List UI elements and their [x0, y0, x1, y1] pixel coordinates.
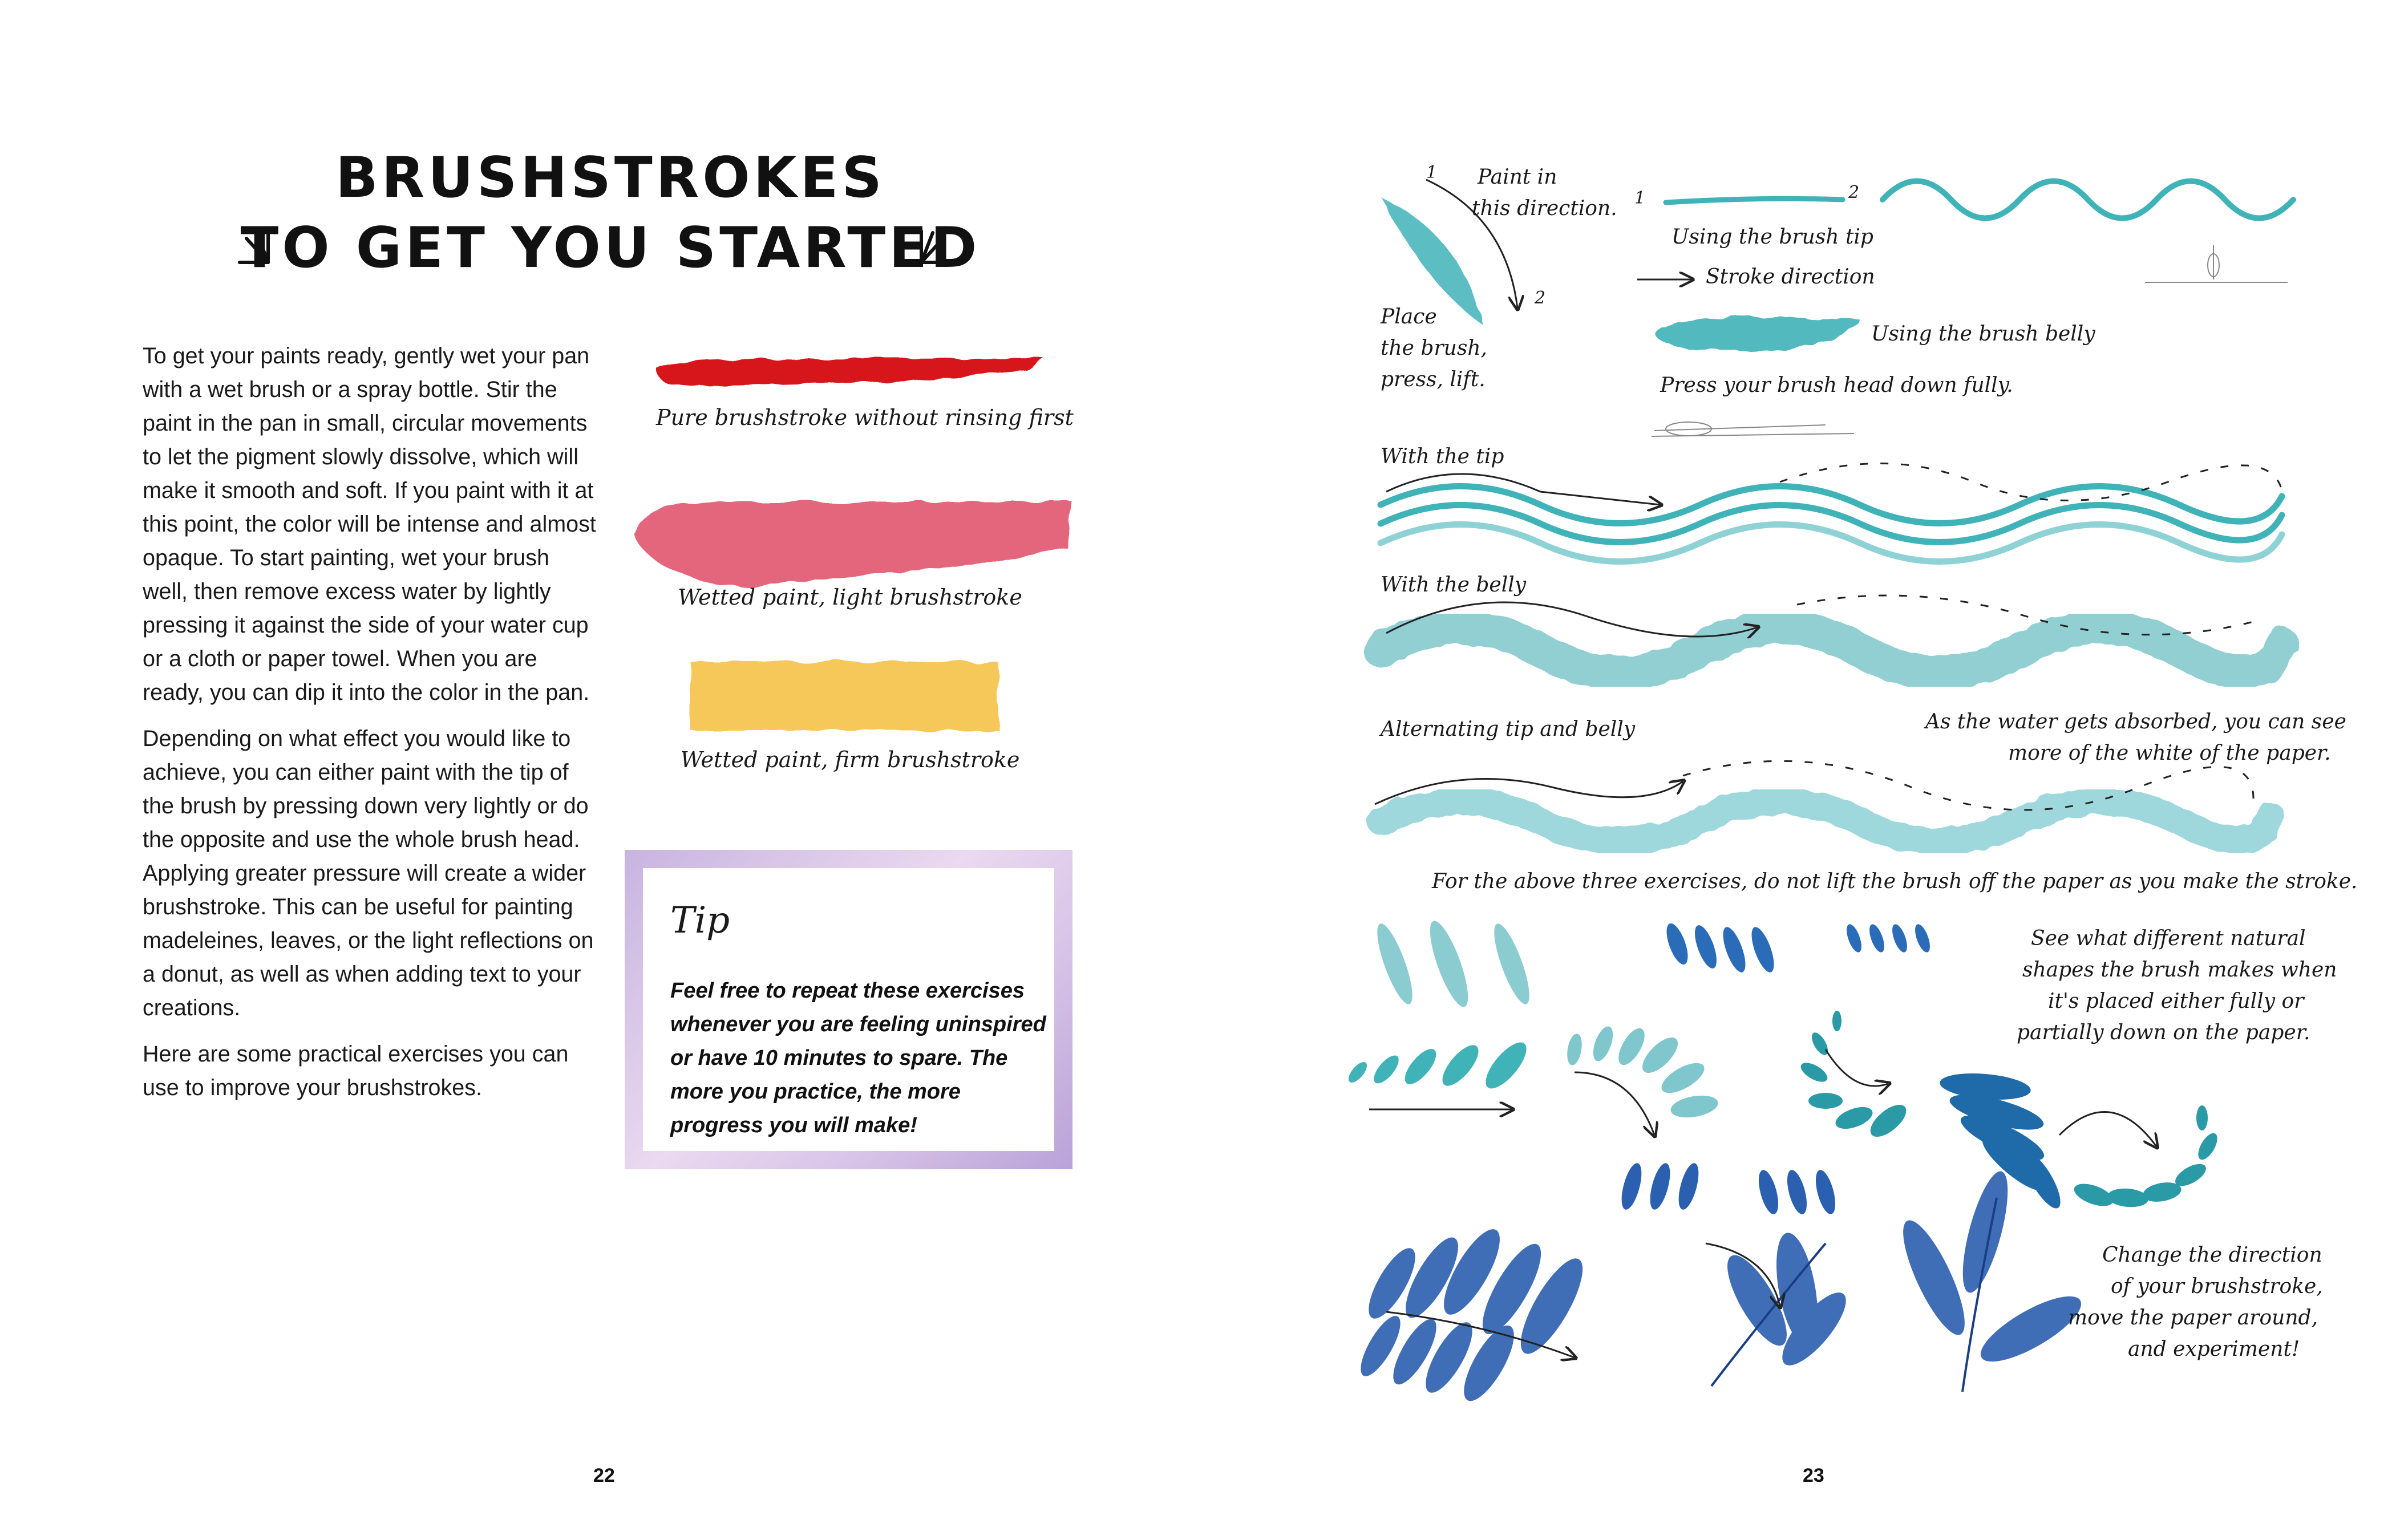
swatch-caption-3: Wetted paint, firm brushstroke: [680, 747, 1020, 772]
alternating-wave: [1381, 801, 2270, 841]
label-shapes-4: partially down on the paper.: [2017, 1021, 2310, 1044]
teal-gradient-leaves: [1345, 1036, 1533, 1095]
blue-small-leaves-1: [1618, 1161, 1703, 1211]
label-shapes-3: it's placed either fully or: [2048, 990, 2304, 1013]
tip-waves: [1381, 487, 2282, 562]
brush-tip-line: [1666, 198, 1843, 202]
label-change-direction-4: and experiment!: [2128, 1338, 2300, 1361]
label-stroke-direction: Stroke direction: [1706, 265, 1875, 289]
blue-tiny-leaves: [1844, 922, 1933, 954]
label-paint-direction-1: Paint in: [1478, 165, 1557, 189]
label-alternating: Alternating tip and belly: [1381, 718, 1636, 741]
leaves-arrow-3: [1826, 1049, 1888, 1086]
label-place-brush-2: the brush,: [1381, 337, 1487, 360]
blue-small-leaves-2: [1755, 1168, 1839, 1217]
brush-tip-wave: [1883, 181, 2293, 218]
teal-leaves-row: [1370, 917, 1536, 1011]
label-change-direction-3: move the paper around,: [2068, 1306, 2318, 1330]
label-three-exercises: For the above three exercises, do not lift the brush off the paper as you make the stroke.: [1432, 870, 2358, 893]
brush-sketch-tip-icon: [2145, 245, 2288, 282]
label-absorbed-1: As the water gets absorbed, you can see: [1925, 710, 2346, 733]
label-paint-direction-2: this direction.: [1472, 197, 1617, 220]
label-place-brush-1: Place: [1381, 305, 1437, 329]
label-shapes-2: shapes the brush makes when: [2022, 958, 2337, 982]
brush-belly-stroke: [1654, 317, 1860, 351]
page-title-line-2: TO GET YOU STARTED: [240, 216, 981, 281]
swatch-caption-2: Wetted paint, light brushstroke: [678, 585, 1022, 610]
tip-wave-dashes: [1780, 464, 2282, 501]
blue-ring-leaves: [2071, 1105, 2221, 1210]
label-step-2b: 2: [1848, 183, 1860, 202]
label-brush-belly: Using the brush belly: [1871, 322, 2095, 346]
label-press-down: Press your brush head down fully.: [1660, 374, 2013, 397]
paragraph-3: Here are some practical exercises you can use to improve your brushstrokes.: [143, 1041, 569, 1100]
brush-sketch-belly-icon: [1652, 422, 1854, 436]
swatch-caption-1: Pure brushstroke without rinsing first: [656, 405, 1074, 430]
label-step-1a: 1: [1426, 163, 1438, 183]
label-change-direction-2: of your brushstroke,: [2111, 1275, 2323, 1298]
page-title-line-1: BRUSHSTROKES: [335, 145, 885, 210]
label-with-belly: With the belly: [1381, 573, 1527, 597]
label-absorbed-2: more of the white of the paper.: [2008, 741, 2331, 765]
label-with-tip: With the tip: [1381, 445, 1504, 468]
label-change-direction-1: Change the direction: [2102, 1243, 2322, 1267]
label-step-1b: 1: [1634, 188, 1646, 208]
leaves-arrow-4: [2059, 1112, 2156, 1147]
label-brush-tip: Using the brush tip: [1671, 225, 1873, 249]
page-number-right: 23: [1803, 1465, 1824, 1486]
paragraph-1: To get your paints ready, gently wet your pan with a wet brush or a spray bottle. Stir the paint in the pan in small, circular movements to let the pigment slowly dissolve, which will make it smooth and soft. If you paint with it at this point, the color will be intense and almost opaque. To start painting, wet your brush well, then remove excess water by lightly pressing it against the side of your water cup or a cloth or paper towel. When you are ready, you can dip it into the color in the pan.: [143, 343, 596, 705]
label-shapes-1: See what different natural: [2031, 927, 2306, 950]
teal-ring-leaves: [1798, 1011, 1911, 1142]
blue-short-leaves: [1662, 921, 1779, 975]
label-place-brush-3: press, lift.: [1381, 368, 1486, 391]
blue-large-leaves: [1354, 1222, 1594, 1408]
paragraph-2: Depending on what effect you would like to achieve, you can either paint with the tip of the brush by pressing down very lightly or do the opposite and use the whole brush head. Applying greater pressure will create a wider brushstroke. This can be useful for painting madeleines, leaves, or the light reflections on a donut, as well as when adding text to your creations.: [143, 726, 594, 1020]
tip-title: Tip: [670, 899, 730, 942]
teal-arc-leaves: [1565, 1024, 1719, 1121]
label-step-2a: 2: [1535, 288, 1546, 308]
leaves-arrow-2: [1575, 1072, 1654, 1135]
tip-text: Feel free to repeat these exercises whenever you are feeling uninspired or have 10 minutes to spare. The more you practice, the more progress you will make!: [670, 979, 1046, 1137]
page-number-left: 22: [593, 1465, 615, 1486]
